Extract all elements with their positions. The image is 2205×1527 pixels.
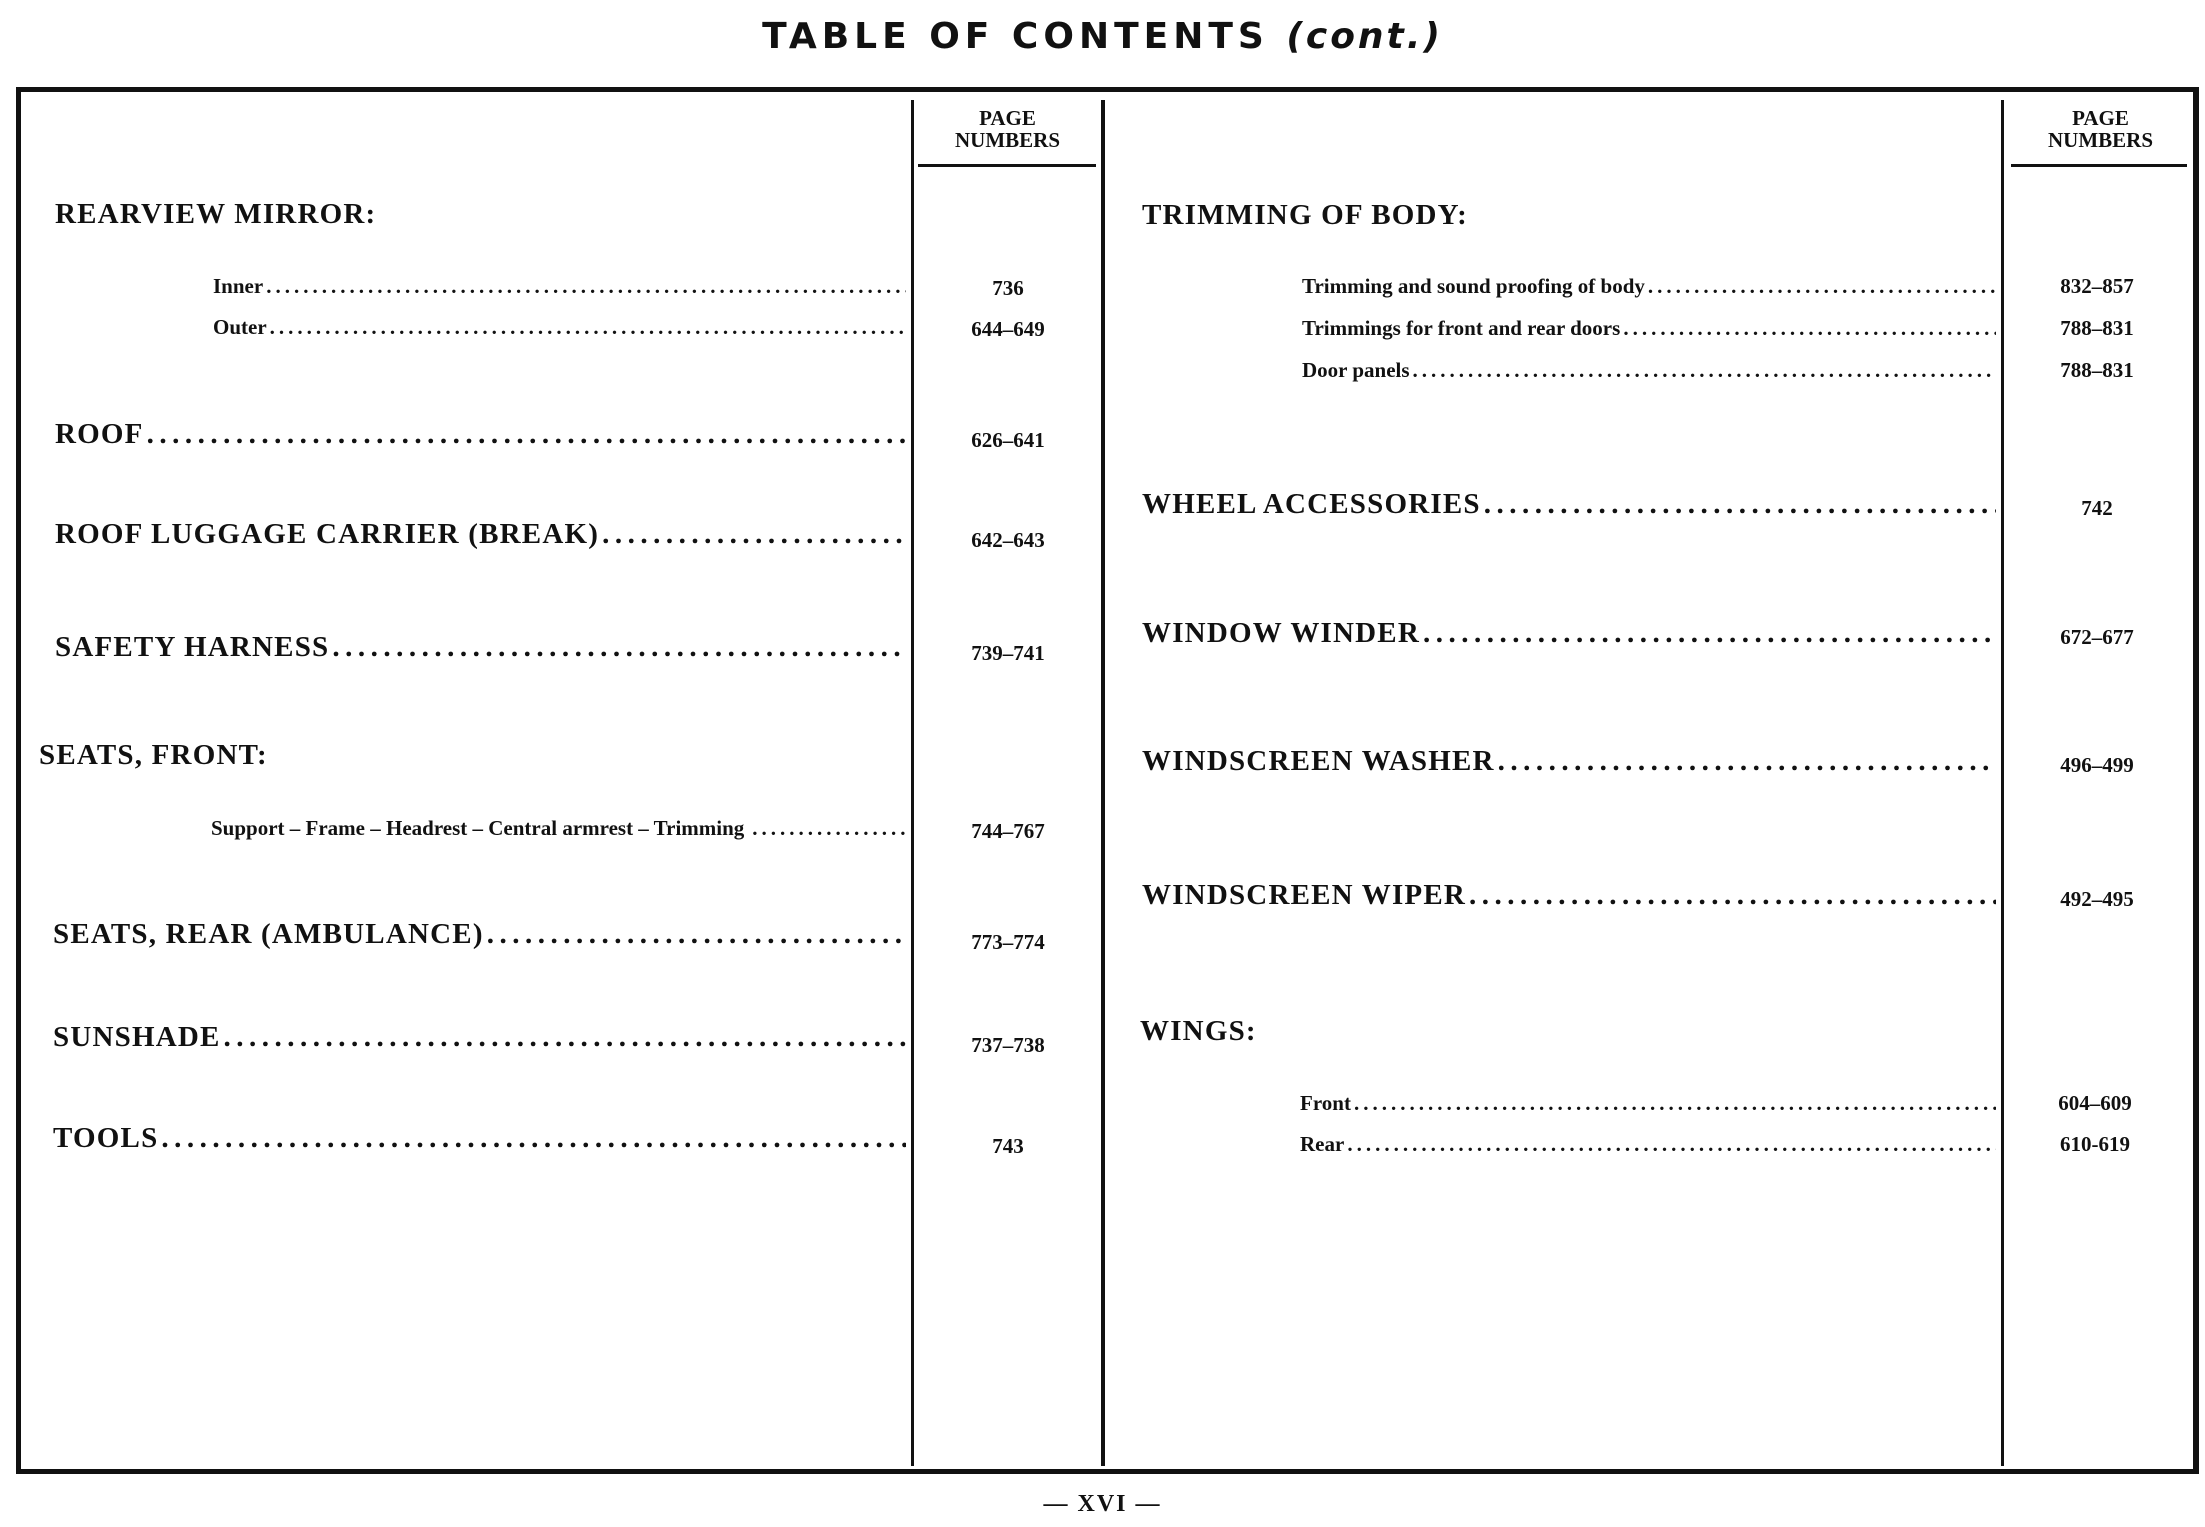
- entry-label: ROOF LUGGAGE CARRIER (BREAK): [55, 518, 600, 550]
- page-number-sunshade: 737–738: [971, 1033, 1045, 1057]
- page-number-windscreen-wiper: 492–495: [2060, 887, 2134, 911]
- dot-leader: [1354, 1091, 1996, 1116]
- entry-label: TOOLS: [53, 1122, 159, 1154]
- entry-label: WINDSCREEN WIPER: [1142, 879, 1467, 911]
- toc-entry-seats-support: [211, 816, 906, 841]
- entry-label: Trimmings for front and rear doors: [1302, 316, 1621, 340]
- page-number-roof: 626–641: [971, 428, 1045, 452]
- rearview-mirror-heading: REARVIEW MIRROR:: [55, 198, 377, 230]
- dot-leader: [1347, 1132, 1996, 1157]
- dot-leader: [1484, 488, 1996, 521]
- dot-leader: [147, 418, 906, 451]
- dot-leader: [1623, 316, 1996, 341]
- page-number-inner: 736: [992, 276, 1024, 300]
- dot-leader: [332, 631, 906, 664]
- center-divider: [1101, 100, 1105, 1466]
- left-page-column-divider: [911, 100, 914, 1466]
- page-number-outer: 644–649: [971, 317, 1045, 341]
- toc-entry-wings-front: [1300, 1091, 1996, 1116]
- toc-entry-door-panels: [1302, 358, 1996, 383]
- dot-leader: [1469, 879, 1996, 912]
- page-number-wheel-accessories: 742: [2081, 496, 2113, 520]
- entry-label: SEATS, REAR (AMBULANCE): [53, 918, 484, 950]
- dot-leader: [1413, 358, 1996, 383]
- toc-entry-wings-rear: [1300, 1132, 1996, 1157]
- page-number-trimming-sound: 832–857: [2060, 274, 2134, 298]
- page-number-window-winder: 672–677: [2060, 625, 2134, 649]
- dot-leader: [752, 816, 906, 841]
- page-title: [0, 16, 2205, 57]
- wings-heading: WINGS:: [1140, 1015, 1257, 1047]
- seats-front-heading: SEATS, FRONT:: [39, 739, 268, 771]
- left-header-rule: [918, 164, 1096, 167]
- dot-leader: [1423, 617, 1996, 650]
- left-page-numbers-header: PAGE NUMBERS: [954, 106, 1060, 152]
- entry-label: Front: [1300, 1091, 1351, 1115]
- dot-leader: [1648, 274, 1996, 299]
- title-cont: (cont.): [1286, 16, 1443, 57]
- entry-label: Inner: [213, 274, 264, 298]
- entry-label: Door panels: [1302, 358, 1410, 382]
- entry-label: Trimming and sound proofing of body: [1302, 274, 1645, 298]
- toc-entry-tools: [53, 1122, 906, 1155]
- entry-label: Support – Frame – Headrest – Central armrest – Trimming: [211, 816, 745, 840]
- page-number-seats-rear: 773–774: [971, 930, 1045, 954]
- toc-entry-windscreen-washer: [1142, 745, 1996, 778]
- title-main: TABLE OF CONTENTS: [762, 16, 1269, 57]
- toc-entry-trimming-sound: [1302, 274, 1996, 299]
- entry-label: SUNSHADE: [53, 1021, 221, 1053]
- page-number-tools: 743: [992, 1134, 1024, 1158]
- toc-entry-safety-harness: [55, 631, 906, 664]
- entry-label: WINDSCREEN WASHER: [1142, 745, 1495, 777]
- page-number-trimming-doors: 788–831: [2060, 316, 2134, 340]
- page-folio: — XVI —: [1043, 1491, 1162, 1517]
- right-header-rule: [2011, 164, 2187, 167]
- toc-entry-windscreen-wiper: [1142, 879, 1996, 912]
- entry-label: WINDOW WINDER: [1142, 617, 1420, 649]
- page-number-roof-luggage-carrier: 642–643: [971, 528, 1045, 552]
- dot-leader: [161, 1122, 906, 1155]
- page-number-door-panels: 788–831: [2060, 358, 2134, 382]
- page-number-wings-front: 604–609: [2058, 1091, 2132, 1115]
- entry-label: SAFETY HARNESS: [55, 631, 330, 663]
- toc-entry-sunshade: [53, 1021, 906, 1054]
- entry-label: Rear: [1300, 1132, 1345, 1156]
- entry-label: Outer: [213, 315, 267, 339]
- dot-leader: [1498, 745, 1996, 778]
- page-number-safety-harness: 739–741: [971, 641, 1045, 665]
- page-number-seats-support: 744–767: [971, 819, 1045, 843]
- right-page-numbers-header: PAGE NUMBERS: [2047, 106, 2153, 152]
- toc-entry-roof: [55, 418, 906, 451]
- toc-entry-window-winder: [1142, 617, 1996, 650]
- dot-leader: [266, 274, 906, 299]
- right-page-column-divider: [2001, 100, 2004, 1466]
- dot-leader: [602, 518, 906, 551]
- toc-entry-inner: [213, 274, 906, 299]
- page-number-windscreen-washer: 496–499: [2060, 753, 2134, 777]
- dot-leader: [487, 918, 906, 951]
- toc-entry-outer: [213, 315, 906, 340]
- dot-leader: [224, 1021, 906, 1054]
- dot-leader: [270, 315, 906, 340]
- toc-entry-wheel-accessories: [1142, 488, 1996, 521]
- entry-label: WHEEL ACCESSORIES: [1142, 488, 1481, 520]
- toc-entry-trimming-doors: [1302, 316, 1996, 341]
- toc-entry-roof-luggage-carrier: [55, 518, 906, 551]
- page-number-wings-rear: 610-619: [2060, 1132, 2130, 1156]
- entry-label: ROOF: [55, 418, 144, 450]
- trimming-of-body-heading: TRIMMING OF BODY:: [1142, 199, 1468, 231]
- toc-entry-seats-rear: [53, 918, 906, 951]
